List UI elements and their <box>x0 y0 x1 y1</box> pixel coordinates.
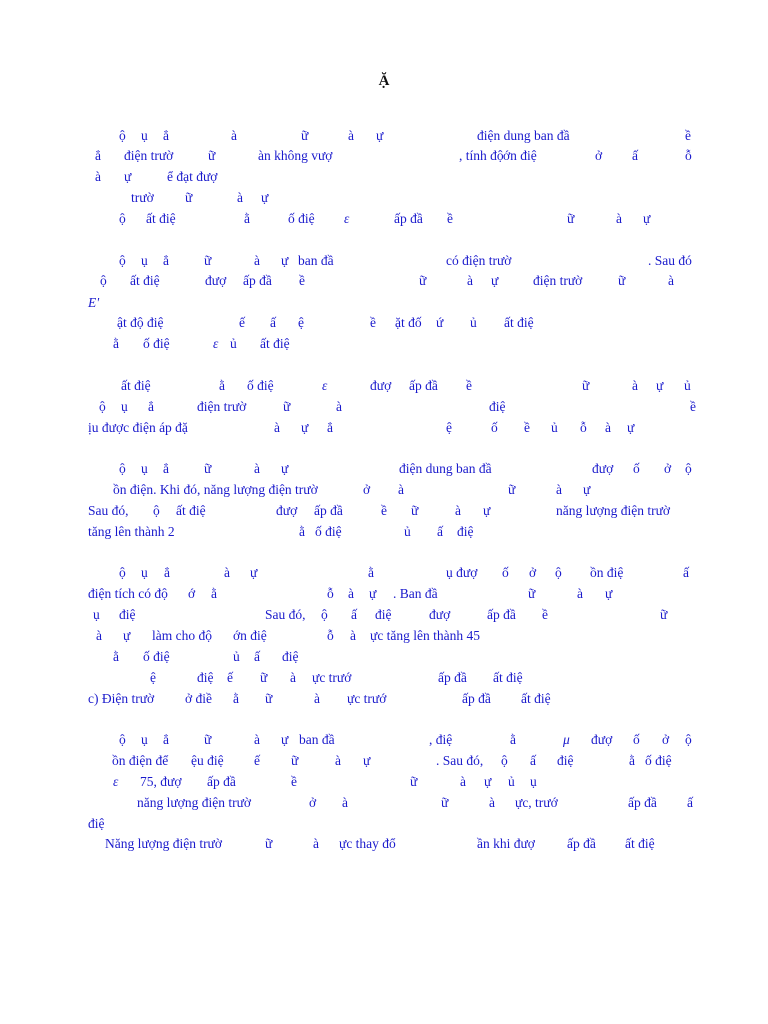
text-fragment: ế <box>254 753 260 768</box>
text-fragment: ủ <box>404 524 411 539</box>
text-fragment: à <box>254 461 260 476</box>
text-fragment: năng lượng điện trườ <box>556 503 671 518</box>
text-fragment: ụ <box>141 253 148 268</box>
text-fragment: ộ <box>119 211 126 226</box>
text-fragment: à <box>489 795 495 810</box>
text-fragment: ở <box>363 482 371 497</box>
text-fragment: ụ <box>141 461 148 476</box>
text-line <box>0 502 768 520</box>
text-fragment: điện trườ <box>533 273 583 288</box>
text-fragment: ứ <box>436 315 444 330</box>
text-fragment: điện dung ban đầ <box>477 128 570 143</box>
text-fragment: điện trườ <box>124 148 174 163</box>
text-fragment: ấ <box>270 315 276 330</box>
text-line <box>0 127 768 145</box>
text-fragment: ề <box>524 420 530 435</box>
text-fragment: ần khi đượ <box>477 836 535 851</box>
text-fragment: ữ <box>508 482 516 497</box>
text-line <box>0 585 768 603</box>
text-fragment: ữ <box>567 211 575 226</box>
text-fragment: ặt đố <box>395 315 422 330</box>
text-fragment: ệ <box>298 315 304 330</box>
text-fragment: ấ <box>687 795 693 810</box>
text-line <box>0 564 768 582</box>
text-fragment: ở <box>595 148 603 163</box>
text-fragment: ẳ <box>163 732 169 747</box>
text-fragment: ất điệ <box>146 211 176 226</box>
text-fragment: ấp đầ <box>462 691 491 706</box>
text-fragment: ỗ <box>685 148 692 163</box>
text-fragment: ố điệ <box>645 753 672 768</box>
text-fragment: ằ <box>299 524 305 539</box>
text-fragment: ằ <box>244 211 250 226</box>
text-fragment: ụ <box>141 732 148 747</box>
text-fragment: ằ <box>510 732 516 747</box>
text-fragment: ộ <box>99 399 106 414</box>
text-fragment: ất điệ <box>493 670 523 685</box>
text-fragment: ấ <box>254 649 260 664</box>
text-fragment: ự <box>124 169 132 184</box>
text-line <box>0 669 768 687</box>
text-fragment: ộ <box>685 461 692 476</box>
text-line <box>0 752 768 770</box>
text-fragment: ất điệ <box>130 273 160 288</box>
text-fragment: ủ <box>508 774 515 789</box>
text-fragment: ự <box>250 565 258 580</box>
text-line <box>0 210 768 228</box>
text-fragment: ụ <box>141 565 148 580</box>
text-fragment: ằ <box>629 753 635 768</box>
text-fragment: ật độ điệ <box>117 315 164 330</box>
text-fragment: à <box>224 565 230 580</box>
text-fragment: tăng lên thành 2 <box>88 524 175 539</box>
text-fragment: ẳ <box>95 148 101 163</box>
text-fragment: ủ <box>233 649 240 664</box>
text-fragment: à <box>455 503 461 518</box>
text-line <box>0 731 768 749</box>
text-line <box>0 794 768 812</box>
text-fragment: ực trướ <box>312 670 352 685</box>
text-fragment: ấp đầ <box>314 503 343 518</box>
text-fragment: ố <box>502 565 509 580</box>
text-fragment: năng lượng điện trườ <box>137 795 252 810</box>
text-fragment: đượ <box>429 607 451 622</box>
text-fragment: ộ <box>119 565 126 580</box>
text-fragment: ữ <box>411 503 419 518</box>
text-fragment: ồn điệ <box>590 565 624 580</box>
text-fragment: ụ <box>121 399 128 414</box>
text-fragment: ỗ <box>327 628 334 643</box>
text-fragment: ằ <box>233 691 239 706</box>
text-line <box>0 481 768 499</box>
text-fragment: ộ <box>501 753 508 768</box>
text-fragment: ệ <box>446 420 452 435</box>
text-line <box>0 460 768 478</box>
text-fragment: ố điệ <box>143 649 170 664</box>
text-fragment: ố điệ <box>315 524 342 539</box>
text-fragment: à <box>95 169 101 184</box>
text-fragment: đượ <box>592 461 614 476</box>
text-fragment: ỗ <box>327 586 334 601</box>
text-fragment: ỗ <box>580 420 587 435</box>
text-fragment: ự <box>123 628 131 643</box>
text-fragment: ệu điệ <box>191 753 224 768</box>
text-fragment: làm cho độ <box>152 628 212 643</box>
text-fragment: ẳ <box>327 420 333 435</box>
text-fragment: ớn điệ <box>233 628 267 643</box>
text-fragment: ố <box>633 732 640 747</box>
text-fragment: à <box>348 586 354 601</box>
text-fragment: à <box>231 128 237 143</box>
text-fragment: ấp đầ <box>207 774 236 789</box>
text-fragment: đượ <box>276 503 298 518</box>
text-fragment: à <box>668 273 674 288</box>
text-line <box>0 335 768 353</box>
text-fragment: ụ <box>530 774 537 789</box>
text-fragment: ự <box>483 503 491 518</box>
text-fragment: ữ <box>618 273 626 288</box>
text-fragment: àn không vượ <box>258 148 333 163</box>
text-fragment: 75, đượ <box>140 774 182 789</box>
text-fragment: ủ <box>684 378 691 393</box>
text-fragment: ố <box>633 461 640 476</box>
text-fragment: ự <box>605 586 613 601</box>
text-fragment: ất điệ <box>260 336 290 351</box>
text-line <box>0 294 768 312</box>
text-fragment: ở <box>664 461 672 476</box>
text-fragment: ở <box>529 565 537 580</box>
text-fragment: ực thay đổ <box>339 836 396 851</box>
text-line <box>0 773 768 791</box>
text-fragment: điệ <box>119 607 136 622</box>
text-fragment: điệ <box>282 649 299 664</box>
text-fragment: điệ <box>457 524 474 539</box>
text-fragment: à <box>290 670 296 685</box>
text-fragment: ở <box>662 732 670 747</box>
text-fragment: ề <box>291 774 297 789</box>
text-line <box>0 815 768 833</box>
text-fragment: ộ <box>153 503 160 518</box>
text-fragment: à <box>467 273 473 288</box>
text-fragment: à <box>616 211 622 226</box>
text-fragment: ε <box>344 211 350 226</box>
text-fragment: ấp đầ <box>567 836 596 851</box>
text-line <box>0 690 768 708</box>
text-fragment: c) Điện trườ <box>88 691 155 706</box>
text-fragment: ban đầ <box>298 253 334 268</box>
text-fragment: điệ <box>557 753 574 768</box>
text-fragment: ữ <box>582 378 590 393</box>
text-fragment: ữ <box>204 732 212 747</box>
text-fragment: . Ban đầ <box>393 586 438 601</box>
text-line <box>0 523 768 541</box>
text-fragment: ữ <box>291 753 299 768</box>
text-fragment: ộ <box>119 128 126 143</box>
text-fragment: ộ <box>119 461 126 476</box>
text-fragment: ữ <box>410 774 418 789</box>
text-fragment: ộ <box>119 253 126 268</box>
text-fragment: ữ <box>204 461 212 476</box>
text-line <box>0 272 768 290</box>
text-fragment: ẳ <box>163 253 169 268</box>
text-fragment: à <box>577 586 583 601</box>
text-line <box>0 419 768 437</box>
text-fragment: ban đầ <box>299 732 335 747</box>
page-title: Ặ <box>378 73 390 89</box>
text-line <box>0 252 768 270</box>
text-fragment: à <box>314 691 320 706</box>
text-line <box>0 189 768 207</box>
text-fragment: ấp đầ <box>243 273 272 288</box>
text-fragment: ộ <box>119 732 126 747</box>
text-fragment: ằ <box>211 586 217 601</box>
text-fragment: ủ <box>551 420 558 435</box>
text-fragment: à <box>350 628 356 643</box>
text-fragment: ủ <box>230 336 237 351</box>
text-fragment: ịu được điện áp đặ <box>88 420 188 435</box>
text-line <box>0 168 768 186</box>
text-line <box>0 627 768 645</box>
text-fragment: ữ <box>260 670 268 685</box>
text-fragment: ồn điện để <box>112 753 169 768</box>
text-fragment: ố <box>491 420 498 435</box>
text-fragment: ất điệ <box>121 378 151 393</box>
text-fragment: ở điề <box>185 691 213 706</box>
text-fragment: điệ <box>489 399 506 414</box>
text-fragment: ủ <box>470 315 477 330</box>
text-fragment: ữ <box>265 836 273 851</box>
text-fragment: ở <box>309 795 317 810</box>
text-fragment: ằ <box>368 565 374 580</box>
text-fragment: ự <box>281 461 289 476</box>
text-fragment: ề <box>690 399 696 414</box>
text-fragment: ấ <box>683 565 689 580</box>
text-fragment: ự <box>281 732 289 747</box>
text-fragment: . Sau đó <box>648 253 692 268</box>
text-fragment: ệ <box>150 670 156 685</box>
text-fragment: ε <box>113 774 119 789</box>
text-fragment: ấp đầ <box>487 607 516 622</box>
text-fragment: ữ <box>265 691 273 706</box>
text-fragment: ớn điệ <box>503 148 537 163</box>
text-fragment: à <box>556 482 562 497</box>
text-fragment: ự <box>484 774 492 789</box>
text-fragment: điện tích có độ <box>88 586 168 601</box>
text-fragment: ề <box>542 607 548 622</box>
text-fragment: ề <box>466 378 472 393</box>
text-fragment: điện dung ban đầ <box>399 461 492 476</box>
text-fragment: ε <box>322 378 328 393</box>
text-fragment: ế <box>239 315 245 330</box>
text-fragment: ực, trướ <box>515 795 558 810</box>
text-fragment: ự <box>261 190 269 205</box>
text-fragment: ề <box>447 211 453 226</box>
text-fragment: ữ <box>301 128 309 143</box>
text-fragment: ự <box>363 753 371 768</box>
text-fragment: à <box>398 482 404 497</box>
text-fragment: μ <box>563 732 570 747</box>
text-fragment: trườ <box>131 190 154 205</box>
text-fragment: Sau đó, <box>88 503 129 518</box>
text-fragment: ữ <box>283 399 291 414</box>
text-fragment: ộ <box>100 273 107 288</box>
text-fragment: ồn điện. Khi đó, năng lượng điện trườ <box>113 482 318 497</box>
text-fragment: à <box>274 420 280 435</box>
text-fragment: ố điệ <box>143 336 170 351</box>
text-fragment: à <box>96 628 102 643</box>
text-fragment: ữ <box>441 795 449 810</box>
text-line <box>0 314 768 332</box>
text-fragment: à <box>632 378 638 393</box>
text-line <box>0 147 768 165</box>
text-fragment: ữ <box>208 148 216 163</box>
text-fragment: ẳ <box>163 128 169 143</box>
text-fragment: ằ <box>113 336 119 351</box>
text-fragment: ề <box>381 503 387 518</box>
text-fragment: ế <box>227 670 233 685</box>
text-fragment: ấ <box>632 148 638 163</box>
text-fragment: đượ <box>370 378 392 393</box>
text-line <box>0 377 768 395</box>
text-fragment: Sau đó, <box>265 607 306 622</box>
text-fragment: à <box>254 253 260 268</box>
text-fragment: , tính độ <box>459 148 504 163</box>
text-fragment: ực tăng lên thành 45 <box>370 628 481 643</box>
text-fragment: ự <box>627 420 635 435</box>
text-fragment: ất điệ <box>521 691 551 706</box>
text-fragment: à <box>237 190 243 205</box>
text-fragment: ất điệ <box>625 836 655 851</box>
text-fragment: ự <box>583 482 591 497</box>
text-fragment: . Sau đó, <box>436 753 484 768</box>
text-line <box>0 606 768 624</box>
text-fragment: à <box>336 399 342 414</box>
text-fragment: ấp đầ <box>628 795 657 810</box>
text-fragment: ự <box>656 378 664 393</box>
text-line <box>0 398 768 416</box>
text-fragment: à <box>254 732 260 747</box>
text-fragment: ấ <box>351 607 357 622</box>
text-fragment: ụ đượ <box>446 565 478 580</box>
text-fragment: đượ <box>591 732 613 747</box>
text-fragment: ớ <box>188 586 196 601</box>
text-fragment: ụ <box>141 128 148 143</box>
text-line <box>0 835 768 853</box>
text-fragment: ữ <box>528 586 536 601</box>
text-fragment: ấ <box>437 524 443 539</box>
text-fragment: ố điệ <box>247 378 274 393</box>
text-fragment: ề <box>299 273 305 288</box>
text-fragment: ữ <box>185 190 193 205</box>
text-fragment: ấp đầ <box>394 211 423 226</box>
text-fragment: đượ <box>205 273 227 288</box>
text-fragment: ẳ <box>148 399 154 414</box>
text-fragment: , điệ <box>429 732 453 747</box>
text-fragment: ất điệ <box>504 315 534 330</box>
text-fragment: ự <box>376 128 384 143</box>
text-fragment: có điện trườ <box>446 253 512 268</box>
text-fragment: Năng lượng điện trườ <box>105 836 223 851</box>
text-fragment: ữ <box>419 273 427 288</box>
text-fragment: ề <box>685 128 691 143</box>
text-fragment: ε <box>213 336 219 351</box>
text-fragment: ự <box>281 253 289 268</box>
text-fragment: ẳ <box>163 461 169 476</box>
text-fragment: ề <box>370 315 376 330</box>
text-fragment: ự <box>491 273 499 288</box>
text-fragment: E' <box>88 295 100 310</box>
text-fragment: ằ <box>219 378 225 393</box>
text-fragment: ữ <box>204 253 212 268</box>
text-fragment: ụ <box>93 607 100 622</box>
text-fragment: ộ <box>555 565 562 580</box>
text-fragment: à <box>313 836 319 851</box>
text-fragment: à <box>605 420 611 435</box>
text-fragment: ẳ <box>164 565 170 580</box>
text-fragment: ất điệ <box>176 503 206 518</box>
text-fragment: ộ <box>685 732 692 747</box>
text-fragment: ấ <box>530 753 536 768</box>
text-fragment: à <box>342 795 348 810</box>
text-fragment: điện trườ <box>197 399 247 414</box>
text-fragment: ự <box>301 420 309 435</box>
text-fragment: điệ <box>375 607 392 622</box>
text-fragment: ấp đầ <box>409 378 438 393</box>
text-fragment: ữ <box>660 607 668 622</box>
text-fragment: à <box>460 774 466 789</box>
text-fragment: à <box>348 128 354 143</box>
text-fragment: ộ <box>321 607 328 622</box>
text-fragment: điệ <box>197 670 214 685</box>
text-line <box>0 648 768 666</box>
text-fragment: điệ <box>88 816 105 831</box>
text-fragment: ố điệ <box>288 211 315 226</box>
text-fragment: ực trướ <box>347 691 387 706</box>
text-fragment: à <box>335 753 341 768</box>
text-fragment: ấp đầ <box>438 670 467 685</box>
text-fragment: ự <box>643 211 651 226</box>
text-fragment: ự <box>369 586 377 601</box>
text-fragment: ằ <box>113 649 119 664</box>
text-fragment: ể đạt đượ <box>167 169 218 184</box>
